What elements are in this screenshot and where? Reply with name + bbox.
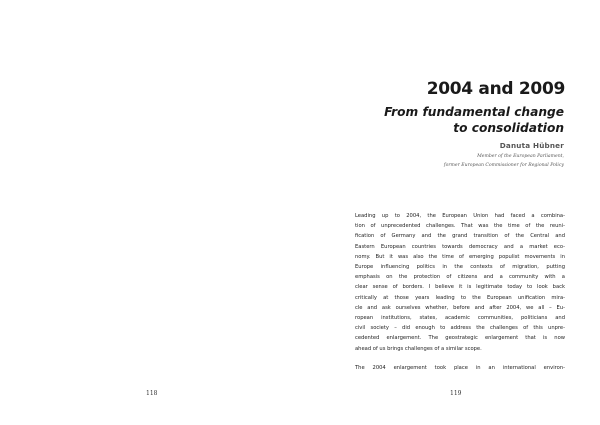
text-line: Europe influencing politics in the contexts of migration, putting [355,264,565,271]
text-line: tion of unprecedented challenges. That was the time of the reuni- [355,223,565,230]
page-number-left: 118 [146,390,158,397]
author-name: Danuta Hübner [499,141,564,150]
text-line: fication of Germany and the grand transition of the Central and [355,233,565,240]
right-page [300,0,600,425]
text-line: Leading up to 2004, the European Union had faced a combina- [355,213,565,219]
body-text [345,211,565,382]
paragraph-1 [345,211,565,354]
text-line: cle and ask ourselves whether, before and after 2004, we all – Eu- [355,304,565,311]
affiliation-line: former European Commissioner for Regional Policy [443,163,564,168]
text-line: The 2004 enlargement took place in an international environ- [355,364,565,371]
chapter-subtitle [384,104,564,136]
text-line: ahead of us brings challenges of a similar scope. [355,345,482,352]
text-line: cedented enlargement. The geostrategic enlargement that is now [355,335,565,342]
page-number-right: 119 [450,390,462,397]
affiliation-line: Member of the European Parliament, [477,154,564,159]
text-line: Eastern European countries towards democracy and a market eco- [355,243,565,250]
subtitle-line: From fundamental change [384,105,564,119]
text-line: nomy. But it was also the time of emerging populist movements in [355,253,565,260]
text-line: ropean institutions, states, academic communities, politicians and [355,315,565,322]
text-line: critically at those years leading to the European unification mira- [355,294,565,301]
text-line: emphasis on the protection of citizens and a community with a [355,274,565,281]
paragraph-2 [345,363,565,373]
author-affiliation [444,152,564,170]
chapter-title: 2004 and 2009 [426,79,565,99]
text-line: civil society – did enough to address the challenges of this unpre- [355,325,565,332]
subtitle-line: to consolidation [453,121,564,135]
text-line: clear sense of borders. I believe it is legitimate today to look back [355,284,565,291]
